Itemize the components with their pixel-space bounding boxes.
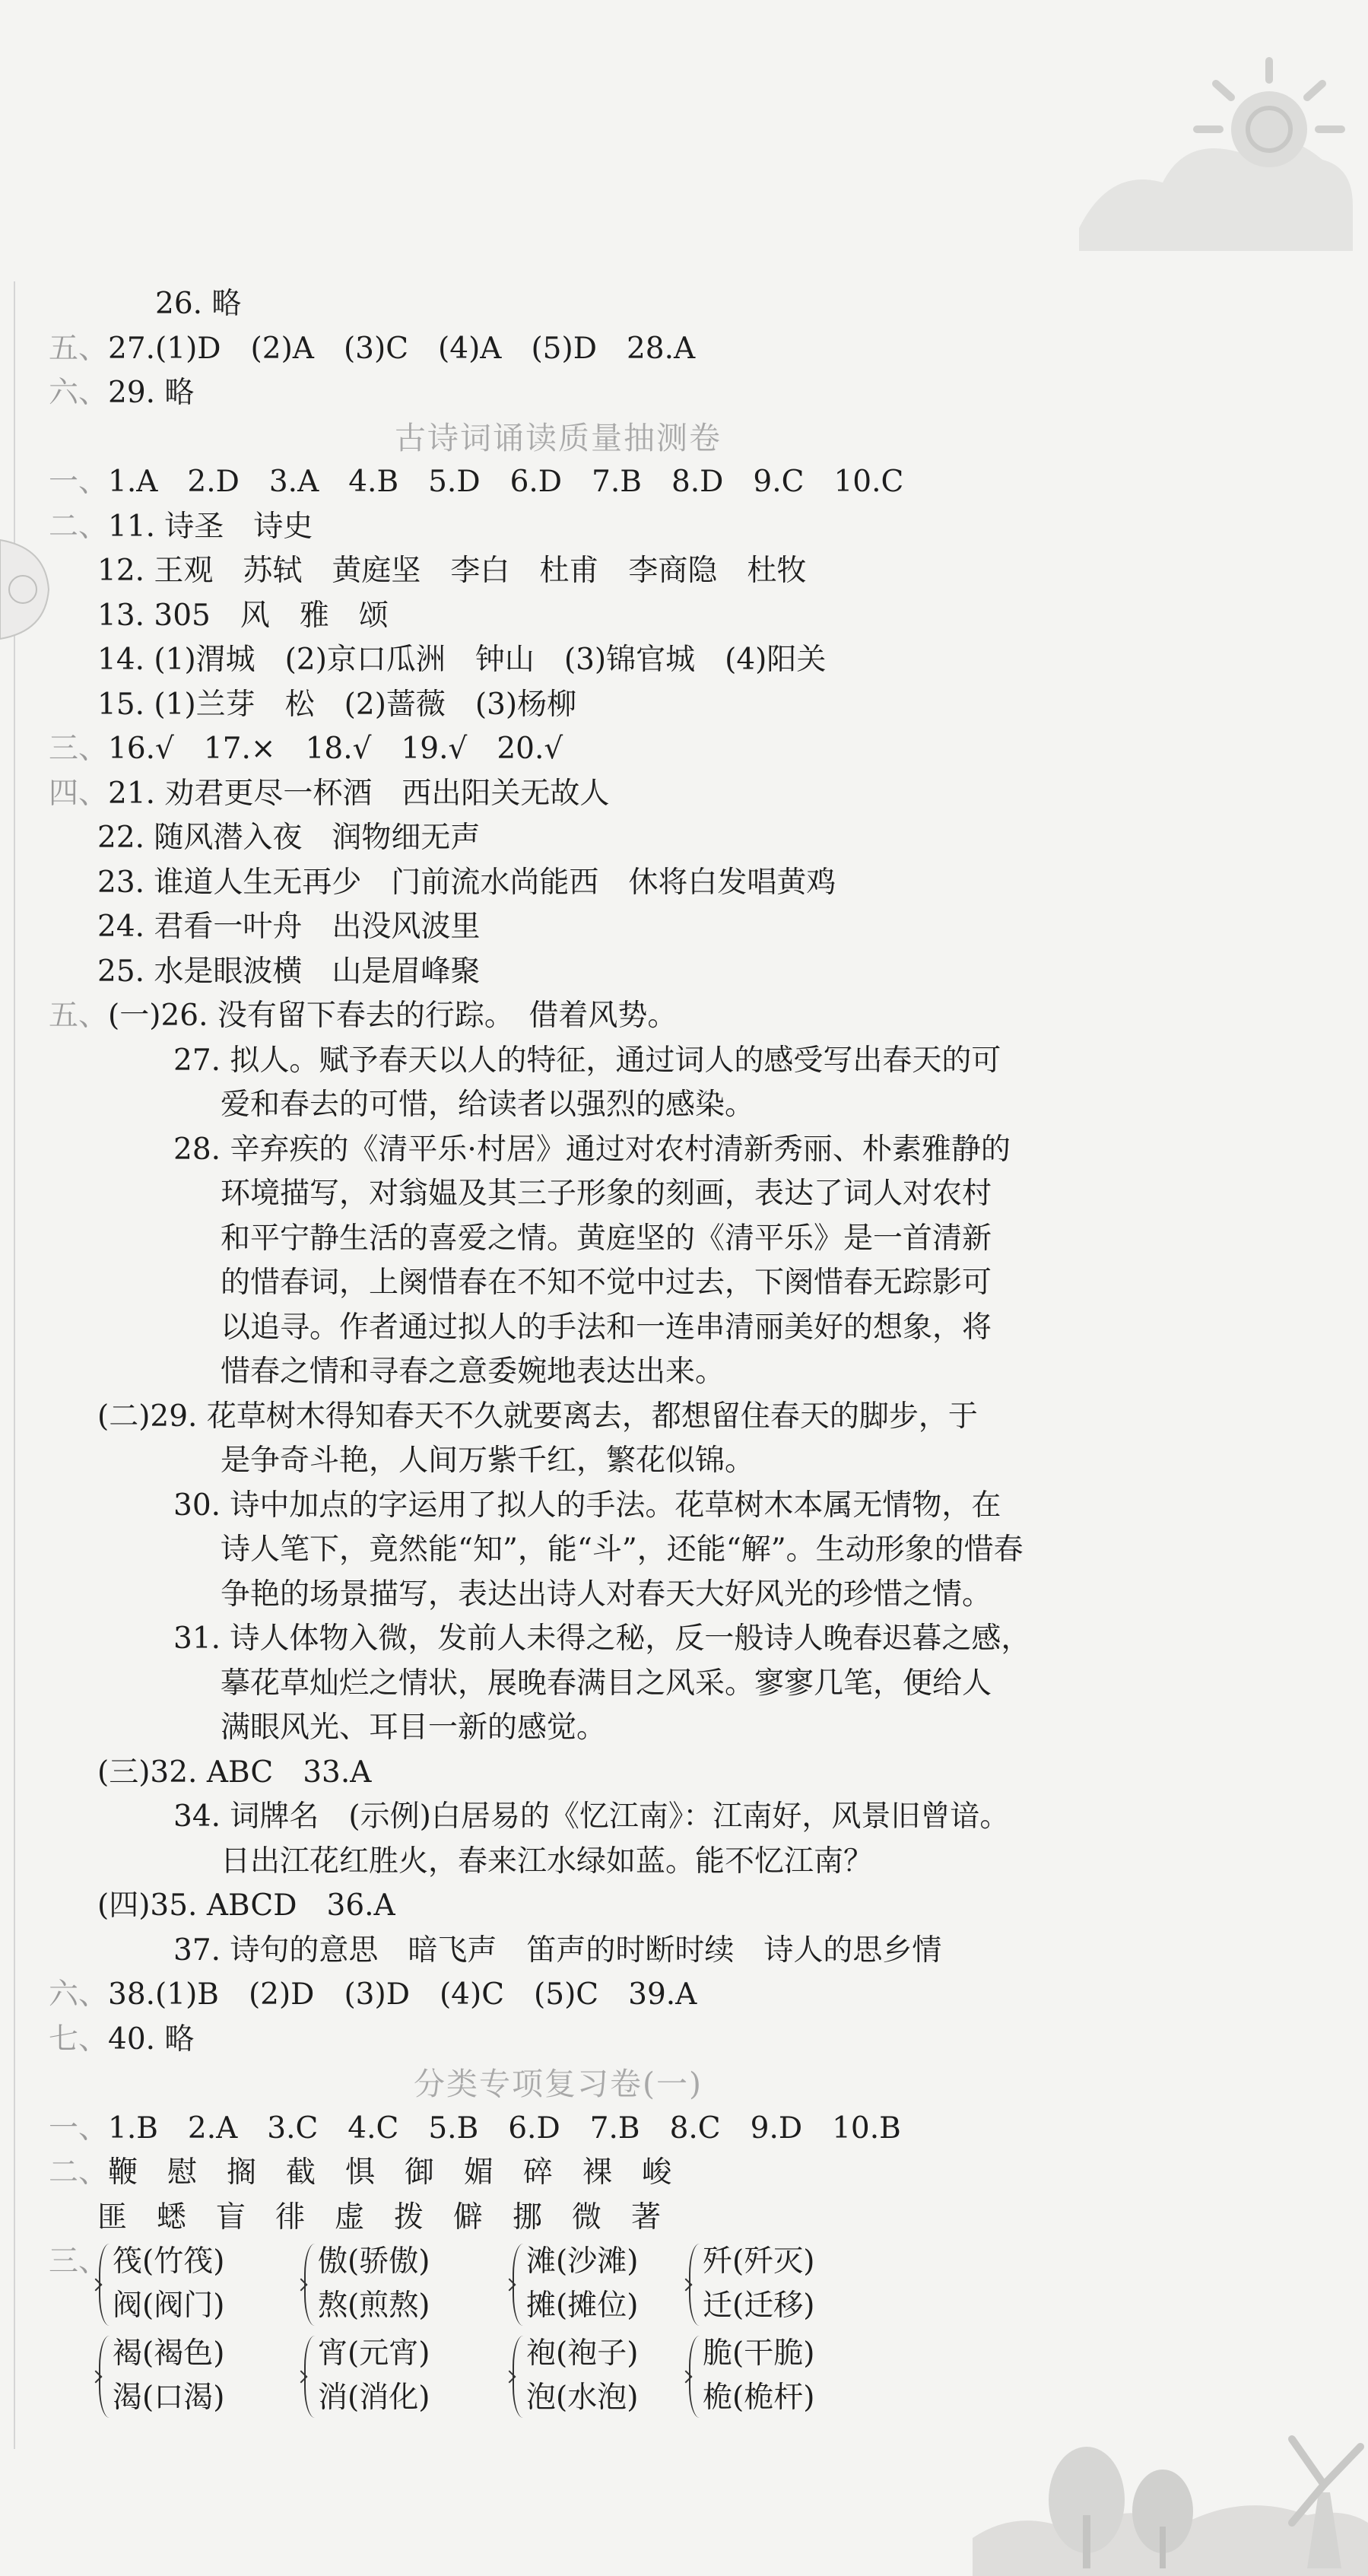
answer-text: 25. 水是眼波横 山是眉峰聚 [97,954,481,989]
answer-text: 28. 辛弃疾的《清平乐·村居》通过对农村清新秀丽、朴素雅静的 [173,1132,1011,1167]
character-entry: 泡(水泡) [526,2381,639,2415]
answer-text: 诗人笔下，竟然能“知”，能“斗”，还能“解”。生动形象的惜春 [221,1533,1024,1567]
answer-text: 23. 谁道人生无再少 门前流水尚能西 休将白发唱黄鸡 [97,865,836,900]
section-heading-poetry-test: 古诗词诵读质量抽测卷 [395,419,722,456]
answer-line [49,1307,992,1349]
brace-mark [689,2336,701,2418]
section-number: 五、 [49,999,109,1033]
character-entry: 褐(褐色) [113,2336,225,2371]
answer-text: 匪 蟋 盲 徘 虚 拨 僻 挪 微 著 [97,2200,662,2235]
answer-text: 1.A 2.D 3.A 4.B 5.D 6.D 7.B 8.D 9.C 10.C [108,465,904,499]
answer-line [49,506,313,548]
answer-line [49,1129,1011,1171]
answer-line [49,1574,992,1616]
answer-line [49,1974,697,2016]
character-entry: 脆(干脆) [703,2336,815,2371]
answer-text: 40. 略 [108,2022,195,2057]
answer-line [49,1396,978,1438]
character-entry: 摊(摊位) [526,2289,639,2323]
answer-line [49,639,826,681]
answer-text: 30. 诗中加点的字运用了拟人的手法。花草树木本属无情物，在 [173,1488,1001,1523]
character-entry: 桅(桅杆) [703,2381,815,2415]
character-entry: 歼(歼灭) [703,2244,815,2279]
answer-line [49,684,576,726]
answer-text: 惜春之情和寻春之意委婉地表达出来。 [221,1355,725,1389]
character-pair-group [304,2241,502,2332]
character-entry: 阀(阀门) [113,2289,225,2323]
answer-text: 34. 词牌名 (示例)白居易的《忆江南》：江南好，风景旧曾谙。 [173,1799,1010,1834]
landscape-windmill-icon [973,2378,1368,2576]
section-number: 一、 [49,2111,109,2146]
brace-mark [513,2336,525,2418]
answer-line [49,817,480,859]
answer-line [49,1040,1001,1082]
answer-text: 满眼风光、耳目一新的感觉。 [221,1710,607,1745]
answer-line [49,862,836,904]
answer-line [49,1529,1024,1571]
answer-line [49,1707,606,1749]
section-number: 一、 [49,465,109,499]
answer-text: 13. 305 风 雅 颂 [97,598,389,633]
answer-line [49,461,903,503]
answer-line [49,372,194,415]
answer-line [49,2107,901,2150]
answer-text: 和平宁静生活的喜爱之情。黄庭坚的《清平乐》是一首清新 [221,1221,992,1256]
answer-text: 争艳的场景描写，表达出诗人对春天大好风光的珍惜之情。 [221,1577,992,1612]
answer-line [49,1262,992,1304]
character-pair-group [99,2241,297,2332]
character-entry: 熬(煎熬) [318,2289,430,2323]
character-entry: 筏(竹筏) [113,2244,225,2279]
answer-line [49,2152,671,2194]
character-pair-group [689,2333,887,2424]
answer-text: (一)26. 没有留下春去的行踪。 借着风势。 [108,999,678,1033]
answer-line [49,1885,395,1927]
answer-text: (三)32. ABC 33.A [97,1755,372,1790]
answer-line [49,550,806,592]
sun-doodle-icon [1079,53,1353,251]
answer-line [49,1930,941,1972]
answer-line [49,1351,725,1393]
section-heading-review-test: 分类专项复习卷(一) [414,2066,703,2102]
answer-text: 是争奇斗艳，人间万紫千红，繁花似锦。 [221,1444,755,1478]
answer-text: (二)29. 花草树木得知春天不久就要离去，都想留住春天的脚步，于 [97,1399,978,1434]
answer-line [49,1663,992,1705]
answer-text: 以追寻。作者通过拟人的手法和一连串清丽美好的想象，将 [221,1310,992,1345]
answer-text: 26. 略 [155,287,242,321]
section-number: 六、 [49,376,109,410]
section-number: 七、 [49,2022,109,2057]
character-entry: 袍(袍子) [526,2336,639,2371]
answer-text: 37. 诗句的意思 暗飞声 笛声的时断时续 诗人的思乡情 [173,1933,942,1968]
character-pair-group [304,2333,502,2424]
brace-mark [304,2244,316,2326]
answer-text: 14. (1)渭城 (2)京口瓜洲 钟山 (3)锦官城 (4)阳关 [97,643,827,677]
answer-text: 24. 君看一叶舟 出没风波里 [97,910,481,944]
answer-line [49,1440,754,1482]
answer-line [49,1618,1030,1660]
answer-line [49,1841,873,1883]
answer-line [49,1485,1001,1527]
answer-line [49,728,563,770]
character-entry: 渴(口渴) [113,2381,225,2415]
answer-line [49,1084,754,1126]
answer-line [49,1796,1009,1838]
character-entry: 宵(元宵) [318,2336,430,2371]
answer-text: 11. 诗圣 诗史 [108,509,313,544]
section-number: 四、 [49,776,109,811]
character-entry: 傲(骄傲) [318,2244,430,2279]
answer-text: 日出江花红胜火，春来江水绿如蓝。能不忆江南？ [221,1844,874,1879]
section-number: 二、 [49,2155,109,2190]
answer-line [49,951,480,993]
answer-text: 1.B 2.A 3.C 4.C 5.B 6.D 7.B 8.C 9.D 10.B [108,2111,901,2146]
section-number: 五、 [49,331,109,366]
section-number: 三、 [49,732,109,766]
brace-mark [304,2336,316,2418]
character-entry: 滩(沙滩) [526,2244,639,2279]
answer-line [49,283,241,326]
answer-line [49,773,609,815]
section-number: 六、 [49,1977,109,2012]
answer-line [49,906,480,948]
brace-mark [99,2244,111,2326]
answer-text: 27.(1)D (2)A (3)C (4)A (5)D 28.A [108,331,696,366]
answer-text: 15. (1)兰芽 松 (2)蔷薇 (3)杨柳 [97,687,577,722]
answer-line [49,2019,194,2061]
answer-text: 摹花草灿烂之情状，展晚春满目之风采。寥寥几笔，便给人 [221,1666,992,1701]
answer-line [49,995,677,1037]
answer-line [49,328,695,370]
answer-text: 21. 劝君更尽一杯酒 西出阳关无故人 [108,776,610,811]
character-entry: 迁(迁移) [703,2289,815,2323]
seal-stamp-icon [0,532,53,646]
answer-line [49,595,389,637]
answer-text: 的惜春词，上阕惜春在不知不觉中过去，下阕惜春无踪影可 [221,1266,992,1300]
answer-text: 环境描写，对翁媪及其三子形象的刻画，表达了词人对农村 [221,1177,992,1211]
answer-line [49,1173,992,1215]
answer-text: 鞭 慰 搁 截 惧 御 媚 碎 裸 峻 [108,2155,672,2190]
answer-text: 29. 略 [108,376,195,410]
answer-line [49,1752,371,1794]
brace-mark [99,2336,111,2418]
answer-line [49,2196,661,2239]
answer-text: 31. 诗人体物入微，发前人未得之秘，反一般诗人晚春迟暮之感， [173,1622,1031,1656]
answer-text: 12. 王观 苏轼 黄庭坚 李白 杜甫 李商隐 杜牧 [97,554,807,588]
answer-text: 爱和春去的可惜，给读者以强烈的感染。 [221,1088,755,1122]
section-number: 三、 [49,2244,109,2279]
answer-line [49,1218,992,1260]
character-pair-group [689,2241,887,2332]
brace-mark [689,2244,701,2326]
answer-text: (四)35. ABCD 36.A [97,1888,395,1923]
brace-mark [513,2244,525,2326]
answer-text: 38.(1)B (2)D (3)D (4)C (5)C 39.A [108,1977,697,2012]
character-pair-group [99,2333,297,2424]
character-entry: 消(消化) [318,2381,430,2415]
answer-text: 22. 随风潜入夜 润物细无声 [97,821,481,855]
answer-text: 27. 拟人。赋予春天以人的特征，通过词人的感受写出春天的可 [173,1043,1001,1078]
section-number: 二、 [49,509,109,544]
answer-text: 16.√ 17.× 18.√ 19.√ 20.√ [108,732,563,766]
